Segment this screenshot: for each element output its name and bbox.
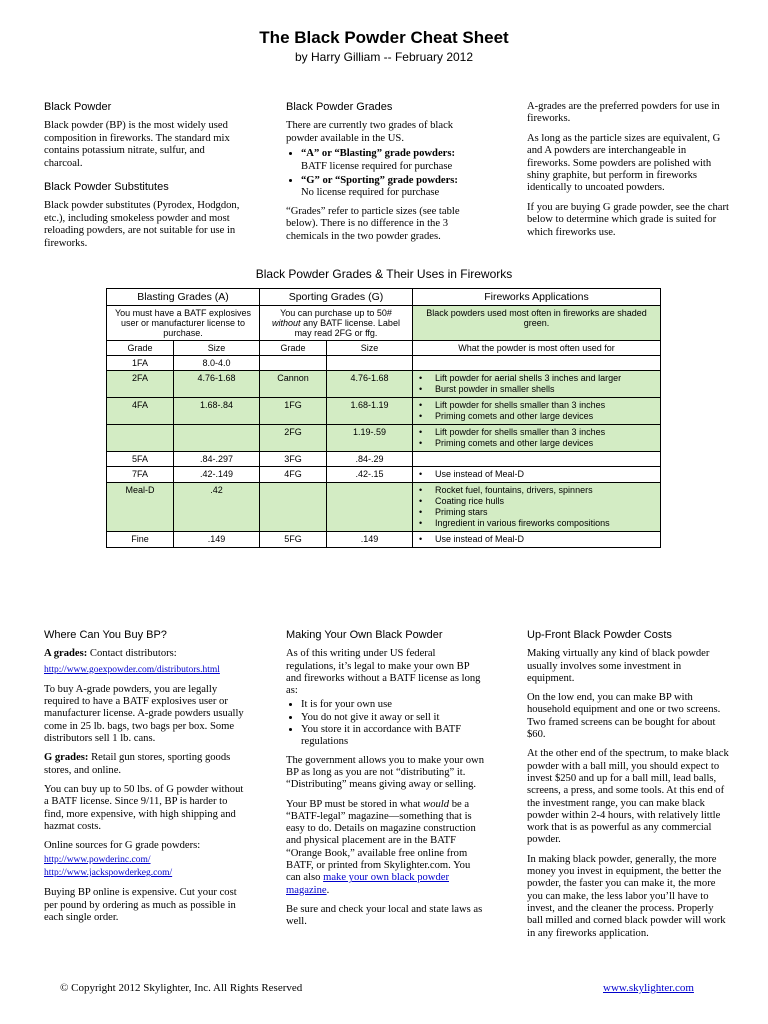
table-row bbox=[107, 467, 661, 483]
cell-a-grade: 7FA bbox=[107, 467, 174, 483]
paragraph-distributing: The government allows you to make your own BP as long as you are not “distributing” it. “Distributing” means giving away or selling. bbox=[286, 754, 485, 791]
header-blasting: Blasting Grades (A) bbox=[107, 289, 260, 306]
use-item: • Use instead of Meal-D bbox=[417, 534, 656, 545]
list-item: • You store it in accordance with BATF regulations bbox=[301, 724, 486, 749]
cell-g-size: .149 bbox=[327, 532, 413, 548]
paragraph-grades-intro: There are currently two grades of black powder available in the US. bbox=[286, 120, 454, 144]
costs-section bbox=[527, 629, 729, 947]
cell-uses bbox=[413, 398, 661, 425]
cell-a-grade bbox=[107, 425, 174, 452]
subheader-use: What the powder is most often used for bbox=[413, 341, 661, 356]
make-conditions-list bbox=[286, 699, 486, 748]
cell-uses bbox=[413, 371, 661, 398]
cell-g-size bbox=[327, 356, 413, 371]
paragraph-make-intro: As of this writing under US federal regulations, it’s legal to make your own BP and fireworks without a BATF license as long as: bbox=[286, 648, 481, 697]
cell-g-grade: Cannon bbox=[260, 371, 327, 398]
cell-a-size bbox=[174, 425, 260, 452]
table-row bbox=[107, 371, 661, 398]
a-grades-text: Contact distributors: bbox=[87, 648, 177, 660]
cell-g-grade bbox=[260, 483, 327, 532]
cell-g-size: 4.76-1.68 bbox=[327, 371, 413, 398]
cell-a-size: 1.68-.84 bbox=[174, 398, 260, 425]
magazine-italic: would bbox=[423, 798, 450, 810]
magazine-text-3: . bbox=[326, 884, 330, 896]
table-notes-row bbox=[107, 306, 661, 341]
note-sporting-italic: without bbox=[272, 318, 301, 328]
g-grades-text: Retail gun stores, sporting goods stores, and online. bbox=[44, 752, 231, 776]
table-row bbox=[107, 532, 661, 548]
subheader-size-a: Size bbox=[174, 341, 260, 356]
subheader-size-g: Size bbox=[327, 341, 413, 356]
footer-url-container bbox=[603, 982, 694, 994]
grade-a-text: BATF license required for purchase bbox=[301, 160, 453, 172]
uses-list bbox=[417, 485, 656, 529]
use-item: • Burst powder in smaller shells bbox=[417, 384, 656, 395]
byline: by Harry Gilliam -- February 2012 bbox=[294, 50, 474, 64]
note-blasting: You must have a BATF explosives user or manufacturer license to purchase. bbox=[107, 306, 260, 341]
grades-section bbox=[286, 101, 476, 250]
goex-link[interactable]: http://www.goexpowder.com/distributors.html bbox=[44, 664, 220, 675]
link-row-goex bbox=[44, 664, 244, 676]
paragraph-magazine bbox=[286, 799, 486, 897]
paragraph-online-cost: Buying BP online is expensive. Cut your cost per pound by ordering as much as possible in each single order. bbox=[44, 887, 237, 924]
grades-table bbox=[106, 288, 661, 548]
cell-a-grade: 2FA bbox=[107, 371, 174, 398]
header-sporting: Sporting Grades (G) bbox=[260, 289, 413, 306]
header-applications: Fireworks Applications bbox=[413, 289, 661, 306]
paragraph-low-end: On the low end, you can make BP with household equipment and one or two screens. Two framed screens can be bought for about $60. bbox=[527, 692, 721, 741]
table-body bbox=[107, 356, 661, 548]
cell-g-size: .84-.29 bbox=[327, 452, 413, 467]
paragraph-grades-note: “Grades” refer to particle sizes (see table below). There is no difference in the 3 chemicals in the two powder grades. bbox=[286, 205, 460, 242]
cell-a-grade: Meal-D bbox=[107, 483, 174, 532]
grades-info-section bbox=[527, 101, 729, 246]
cell-uses bbox=[413, 452, 661, 467]
jackspowderkeg-link[interactable]: http://www.jackspowderkeg.com/ bbox=[44, 867, 173, 878]
cell-a-grade: Fine bbox=[107, 532, 174, 548]
use-item: • Priming stars bbox=[417, 507, 656, 518]
buy-section bbox=[44, 629, 244, 931]
page-title: The Black Powder Cheat Sheet bbox=[259, 28, 509, 47]
cell-a-size: .42 bbox=[174, 483, 260, 532]
cell-g-grade bbox=[260, 356, 327, 371]
subheader-grade-g: Grade bbox=[260, 341, 327, 356]
table-header-row bbox=[107, 289, 661, 306]
heading-black-powder: Black Powder bbox=[44, 101, 112, 113]
list-item: • You do not give it away or sell it bbox=[301, 712, 486, 724]
list-item: • It is for your own use bbox=[301, 699, 486, 711]
paragraph-buying-g: If you are buying G grade powder, see the chart below to determine which grade is suited for which fireworks use. bbox=[527, 201, 729, 238]
table-row bbox=[107, 483, 661, 532]
grade-g-text: No license required for purchase bbox=[301, 187, 440, 199]
cell-a-size: 8.0-4.0 bbox=[174, 356, 260, 371]
note-applications: Black powders used most often in fireworks are shaded green. bbox=[413, 306, 661, 341]
paragraph-a-grade-license: To buy A-grade powders, you are legally required to have a BATF explosives user or manufacturer license. A-grade powders usually come in 25 lb. bags, two bags per box. Some distributors sell 1 lb. cans. bbox=[44, 683, 244, 745]
use-item: • Lift powder for shells smaller than 3 inches bbox=[417, 427, 656, 438]
table-row bbox=[107, 356, 661, 371]
cell-g-grade: 4FG bbox=[260, 467, 327, 483]
magazine-text-1: Your BP must be stored in what bbox=[286, 798, 424, 810]
paragraph-black-powder: Black powder (BP) is the most widely used composition in fireworks. The standard mix contains potassium nitrate, sulfur, and charcoal. bbox=[44, 120, 230, 169]
table-row bbox=[107, 452, 661, 467]
table-row bbox=[107, 425, 661, 452]
uses-list bbox=[417, 469, 656, 480]
make-section bbox=[286, 629, 486, 936]
magazine-link[interactable]: make your own black powder magazine bbox=[286, 872, 449, 896]
note-sporting-part2: any BATF license. Label may read 2FG or ffg. bbox=[294, 318, 400, 338]
paragraph-local-laws: Be sure and check your local and state laws as well. bbox=[286, 903, 483, 928]
heading-substitutes: Black Powder Substitutes bbox=[44, 181, 169, 194]
g-grades-label: G grades: bbox=[44, 752, 89, 764]
cell-g-size: 1.68-1.19 bbox=[327, 398, 413, 425]
cell-uses bbox=[413, 483, 661, 532]
table-subheader-row bbox=[107, 341, 661, 356]
cell-g-grade: 2FG bbox=[260, 425, 327, 452]
heading-costs: Up-Front Black Powder Costs bbox=[527, 629, 672, 641]
paragraph-interchangeable: As long as the particle sizes are equivalent, G and A powders are interchangeable in fireworks. Some powders are polished with shiny graphite, but perform in fireworks identically to uncoated powders. bbox=[527, 132, 721, 194]
paragraph-substitutes: Black powder substitutes (Pyrodex, Hodgdon, etc.), including smokeless powder and most reloading powders, are not suitable for use in fireworks. bbox=[44, 200, 240, 249]
cell-uses bbox=[413, 425, 661, 452]
use-item: • Rocket fuel, fountains, drivers, spinners bbox=[417, 485, 656, 496]
uses-list bbox=[417, 534, 656, 545]
heading-make: Making Your Own Black Powder bbox=[286, 629, 443, 641]
use-item: • Priming comets and other large devices bbox=[417, 438, 656, 449]
note-sporting bbox=[260, 306, 413, 341]
grade-a-label: “A” or “Blasting” grade powders: bbox=[301, 148, 456, 160]
cell-g-grade: 5FG bbox=[260, 532, 327, 548]
paragraph-online-sources: Online sources for G grade powders: bbox=[44, 840, 201, 852]
paragraph-g-grades-buy bbox=[44, 752, 244, 777]
cell-g-grade: 1FG bbox=[260, 398, 327, 425]
use-item: • Lift powder for shells smaller than 3 inches bbox=[417, 400, 656, 411]
list-item bbox=[301, 175, 476, 200]
heading-buy: Where Can You Buy BP? bbox=[44, 629, 167, 641]
cell-a-size: .149 bbox=[174, 532, 260, 548]
uses-list bbox=[417, 427, 656, 449]
use-item: • Use instead of Meal-D bbox=[417, 469, 656, 480]
cell-uses bbox=[413, 356, 661, 371]
note-sporting-part1: You can purchase up to 50# bbox=[280, 308, 392, 318]
use-item: • Priming comets and other large devices bbox=[417, 411, 656, 422]
cell-uses bbox=[413, 532, 661, 548]
heading-grades: Black Powder Grades bbox=[286, 101, 393, 113]
use-item: • Coating rice hulls bbox=[417, 496, 656, 507]
paragraph-costs-intro: Making virtually any kind of black powder usually involves some investment in equipment. bbox=[527, 648, 710, 684]
use-item: • Lift powder for aerial shells 3 inches and larger bbox=[417, 373, 656, 384]
cell-a-size: .42-.149 bbox=[174, 467, 260, 483]
skylighter-link[interactable]: www.skylighter.com bbox=[603, 982, 694, 994]
copyright: © Copyright 2012 Skylighter, Inc. All Rights Reserved bbox=[60, 982, 303, 994]
cell-a-grade: 5FA bbox=[107, 452, 174, 467]
grades-list bbox=[286, 148, 476, 200]
cell-a-grade: 4FA bbox=[107, 398, 174, 425]
link-row-online bbox=[44, 854, 244, 879]
a-grades-label: A grades: bbox=[44, 648, 88, 660]
paragraph-high-end: At the other end of the spectrum, to make black powder with a ball mill, you should expect to invest $250 and up for a ball mill, lead balls, screens, a press, and some tools. At this end of the investment range, you can make black powder within 2-4 hours, with relatively little work that is as powerful as any commercial powder. bbox=[527, 748, 729, 846]
table-row bbox=[107, 398, 661, 425]
use-item: • Ingredient in various fireworks compositions bbox=[417, 518, 656, 529]
list-item bbox=[301, 148, 476, 173]
uses-list bbox=[417, 400, 656, 422]
magazine-text-2: be a “BATF-legal” magazine—something that is easy to do. Details on magazine construction and physical placement are in the BATF “Orange Book,” available free online from BATF, or printed from Skylighter.com. You can also bbox=[286, 798, 476, 884]
cell-a-size: 4.76-1.68 bbox=[174, 371, 260, 398]
cell-a-grade: 1FA bbox=[107, 356, 174, 371]
cell-g-size: 1.19-.59 bbox=[327, 425, 413, 452]
cell-a-size: .84-.297 bbox=[174, 452, 260, 467]
paragraph-a-grades-buy bbox=[44, 648, 244, 660]
grade-g-label: “G” or “Sporting” grade powders: bbox=[301, 175, 458, 187]
cell-g-grade: 3FG bbox=[260, 452, 327, 467]
cell-uses bbox=[413, 467, 661, 483]
subheader-grade-a: Grade bbox=[107, 341, 174, 356]
paragraph-investment: In making black powder, generally, the more money you invest in equipment, the better the powder, the faster you can make it, the more you can make, the less labor you’ll have to invest, and the cleaner the process. Properly ball milled and corned black powder will work in any fireworks application. bbox=[527, 853, 726, 939]
table-title: Black Powder Grades & Their Uses in Fireworks bbox=[255, 267, 513, 281]
paragraph-a-grades: A-grades are the preferred powders for use in fireworks. bbox=[527, 101, 720, 125]
paragraph-g-limits: You can buy up to 50 lbs. of G powder without a BATF license. Since 9/11, BP is harder to find, more expensive, with high shipping and hazmat costs. bbox=[44, 783, 244, 832]
black-powder-section bbox=[44, 101, 244, 257]
uses-list bbox=[417, 373, 656, 395]
powderinc-link[interactable]: http://www.powderinc.com/ bbox=[44, 855, 151, 866]
cell-g-size bbox=[327, 483, 413, 532]
cell-g-size: .42-.15 bbox=[327, 467, 413, 483]
